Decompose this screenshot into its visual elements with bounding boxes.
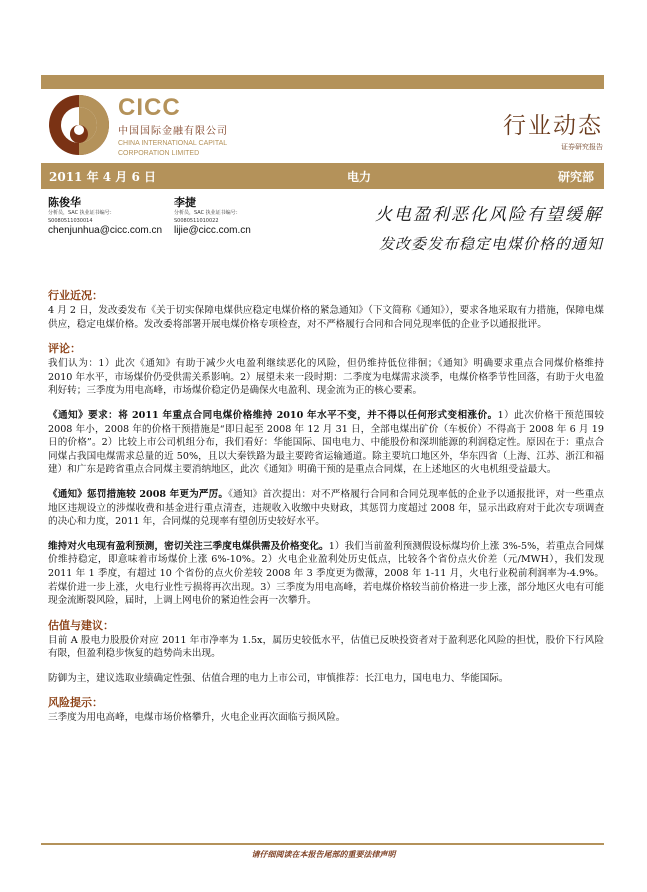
headline-title: 火电盈利恶化风险有望缓解 xyxy=(375,205,603,225)
valuation-paragraph-2: 防御为主，建议选取业绩确定性强、估值合理的电力上市公司，审慎推荐：长江电力，国电电力、华能国际。 xyxy=(48,672,509,684)
footer-disclaimer: 请仔细阅读在本报告尾部的重要法律声明 xyxy=(251,849,396,859)
brand-name-en-2: CORPORATION LIMITED xyxy=(118,150,200,157)
doc-type-title: 行业动态 xyxy=(503,113,603,139)
author-card xyxy=(174,196,324,237)
headline-block xyxy=(375,203,603,254)
report-body xyxy=(48,289,604,736)
comment-paragraph-3 xyxy=(48,488,604,529)
comment-paragraph-4 xyxy=(48,540,604,608)
comment-p4-lead: 维持对火电现有盈利预测，密切关注三季度电煤供需及价格变化。 xyxy=(48,540,329,552)
report-date: 2011 年 4 月 6 日 xyxy=(49,169,156,184)
info-bar xyxy=(41,163,604,189)
comment-p3-body: 《通知》首次提出：对不严格履行合同和合同兑现率低的企业予以通报批评，对一些重点地区违规设立的涉煤收费和基金进行重点清查，违规收入收缴中央财政，其惩罚力度超过 2008 年，显示出政府对于此次专项调查的决心和力度，2011 年，合同煤的兑现率有望创历史较好水平。 xyxy=(48,488,604,528)
footer-divider xyxy=(41,843,604,845)
section-title-valuation: 估值与建议： xyxy=(48,618,114,632)
author-email[interactable]: chenjunhua@cicc.com.cn xyxy=(48,225,163,236)
author-role: 分析员，SAC 执业证书编号： xyxy=(174,210,241,216)
cicc-logo-icon xyxy=(48,94,110,156)
doc-type-subtitle: 证券研究报告 xyxy=(561,143,603,151)
report-sector: 电力 xyxy=(347,169,372,184)
author-cert: S0080511030014 xyxy=(48,218,93,224)
author-cert: S0080511010022 xyxy=(174,218,219,224)
comment-paragraph-1: 我们认为：1）此次《通知》有助于减少火电盈利继续恶化的风险，但仍维持低位徘徊；《通知》明确要求重点合同煤价格维持 2010 年水平，市场煤价仍受供需关系影响。2）展望未来一段时期：二季度为电煤需求淡季，电煤价格季节性回落，有助于火电盈利好转；三季度为用电高峰，市场煤价稳定仍是确保火电盈利、现金流为正的核心要素。 xyxy=(48,358,604,397)
comment-p2-lead: 《通知》要求：将 2011 年重点合同电煤价格维持 2010 年水平不变，并不得以任何形式变相涨价。 xyxy=(48,409,498,421)
brand-block xyxy=(118,96,228,159)
author-role: 分析员，SAC 执业证书编号： xyxy=(48,210,115,216)
comment-paragraph-2 xyxy=(48,409,604,477)
brand-logo-text: CICC xyxy=(118,94,181,121)
risk-paragraph: 三季度为用电高峰，电煤市场价格攀升，火电企业再次面临亏损风险。 xyxy=(48,712,346,724)
valuation-paragraph-1: 目前 A 股电力股股价对应 2011 年市净率为 1.5x，属历史较低水平，估值已反映投资者对于盈利恶化风险的担忧，股价下行风险有限，但盈利稳步恢复的趋势尚未出现。 xyxy=(48,634,604,660)
section-title-recent: 行业近况： xyxy=(48,289,103,302)
header-top-bar xyxy=(41,75,604,89)
headline-subtitle: 发改委发布稳定电煤价格的通知 xyxy=(378,235,603,253)
section-title-risk: 风险提示： xyxy=(48,696,103,710)
author-name: 陈俊华 xyxy=(48,196,81,209)
report-department: 研究部 xyxy=(557,169,594,184)
brand-name-en-1: CHINA INTERNATIONAL CAPITAL xyxy=(118,140,228,147)
comment-p3-lead: 《通知》惩罚措施较 2008 年更为严厉。 xyxy=(48,488,229,500)
comment-p4-body: 1）我们当前盈利预测假设标煤均价上涨 3%-5%，若重点合同煤价维持稳定，即意味着市场煤价上涨 6%-10%。2）火电企业盈利处历史低点，比较各个省份点火价差（元/MWH），我们发现 2011 年 1 季度，有超过 10 个省份的点火价差较 2008 年 3 季度更为微薄，2008 年 1-11 月，火电行业税前利润率为-4.9%。若煤价进一步上涨，火电行业性亏损将再次出现。3）三季度为用电高峰，若电煤价格较当前价格进一步上涨，部分地区火电有可能现金流断裂风险，届时，上调上网电价的紧迫性会再一次攀升。 xyxy=(48,540,605,607)
author-name: 李捷 xyxy=(174,196,196,209)
doc-type-block xyxy=(503,112,603,152)
comment-p2-body: 1）此次价格干预范围较 2008 年小，2008 年的价格干预措施是“即日起至 2008 年 12 月 31 日，全部电煤出矿价（车板价）不得高于 2008 年 6 月 19 日的价格”。2）比较上市公司机组分布，我们看好：华能国际、国电电力、中能股份和深圳能源的利润稳定性。原因在于：重点合同煤占我国电煤需求总量的近 50%，且以大秦铁路为最主要跨省运输通道。除主要坑口地区外，华东四省（上海、江苏、浙江和福建）和广东是跨省重点合同煤主要消纳地区，此次《通知》明确干预的是重点合同煤，在上述地区的火电机组受益最大。 xyxy=(48,409,605,476)
section-title-comment: 评论： xyxy=(48,342,81,356)
recent-paragraph: 4 月 2 日，发改委发布《关于切实保障电煤供应稳定电煤价格的紧急通知》（下文简称《通知》），要求各地采取有力措施，保障电煤供应，稳定电煤价格。发改委将部署开展电煤价格专项检查，对不严格履行合同和合同兑现率低的企业予以通报批评。 xyxy=(48,305,604,330)
brand-name-cn: 中国国际金融有限公司 xyxy=(118,126,228,137)
author-email[interactable]: lijie@cicc.com.cn xyxy=(174,225,251,236)
